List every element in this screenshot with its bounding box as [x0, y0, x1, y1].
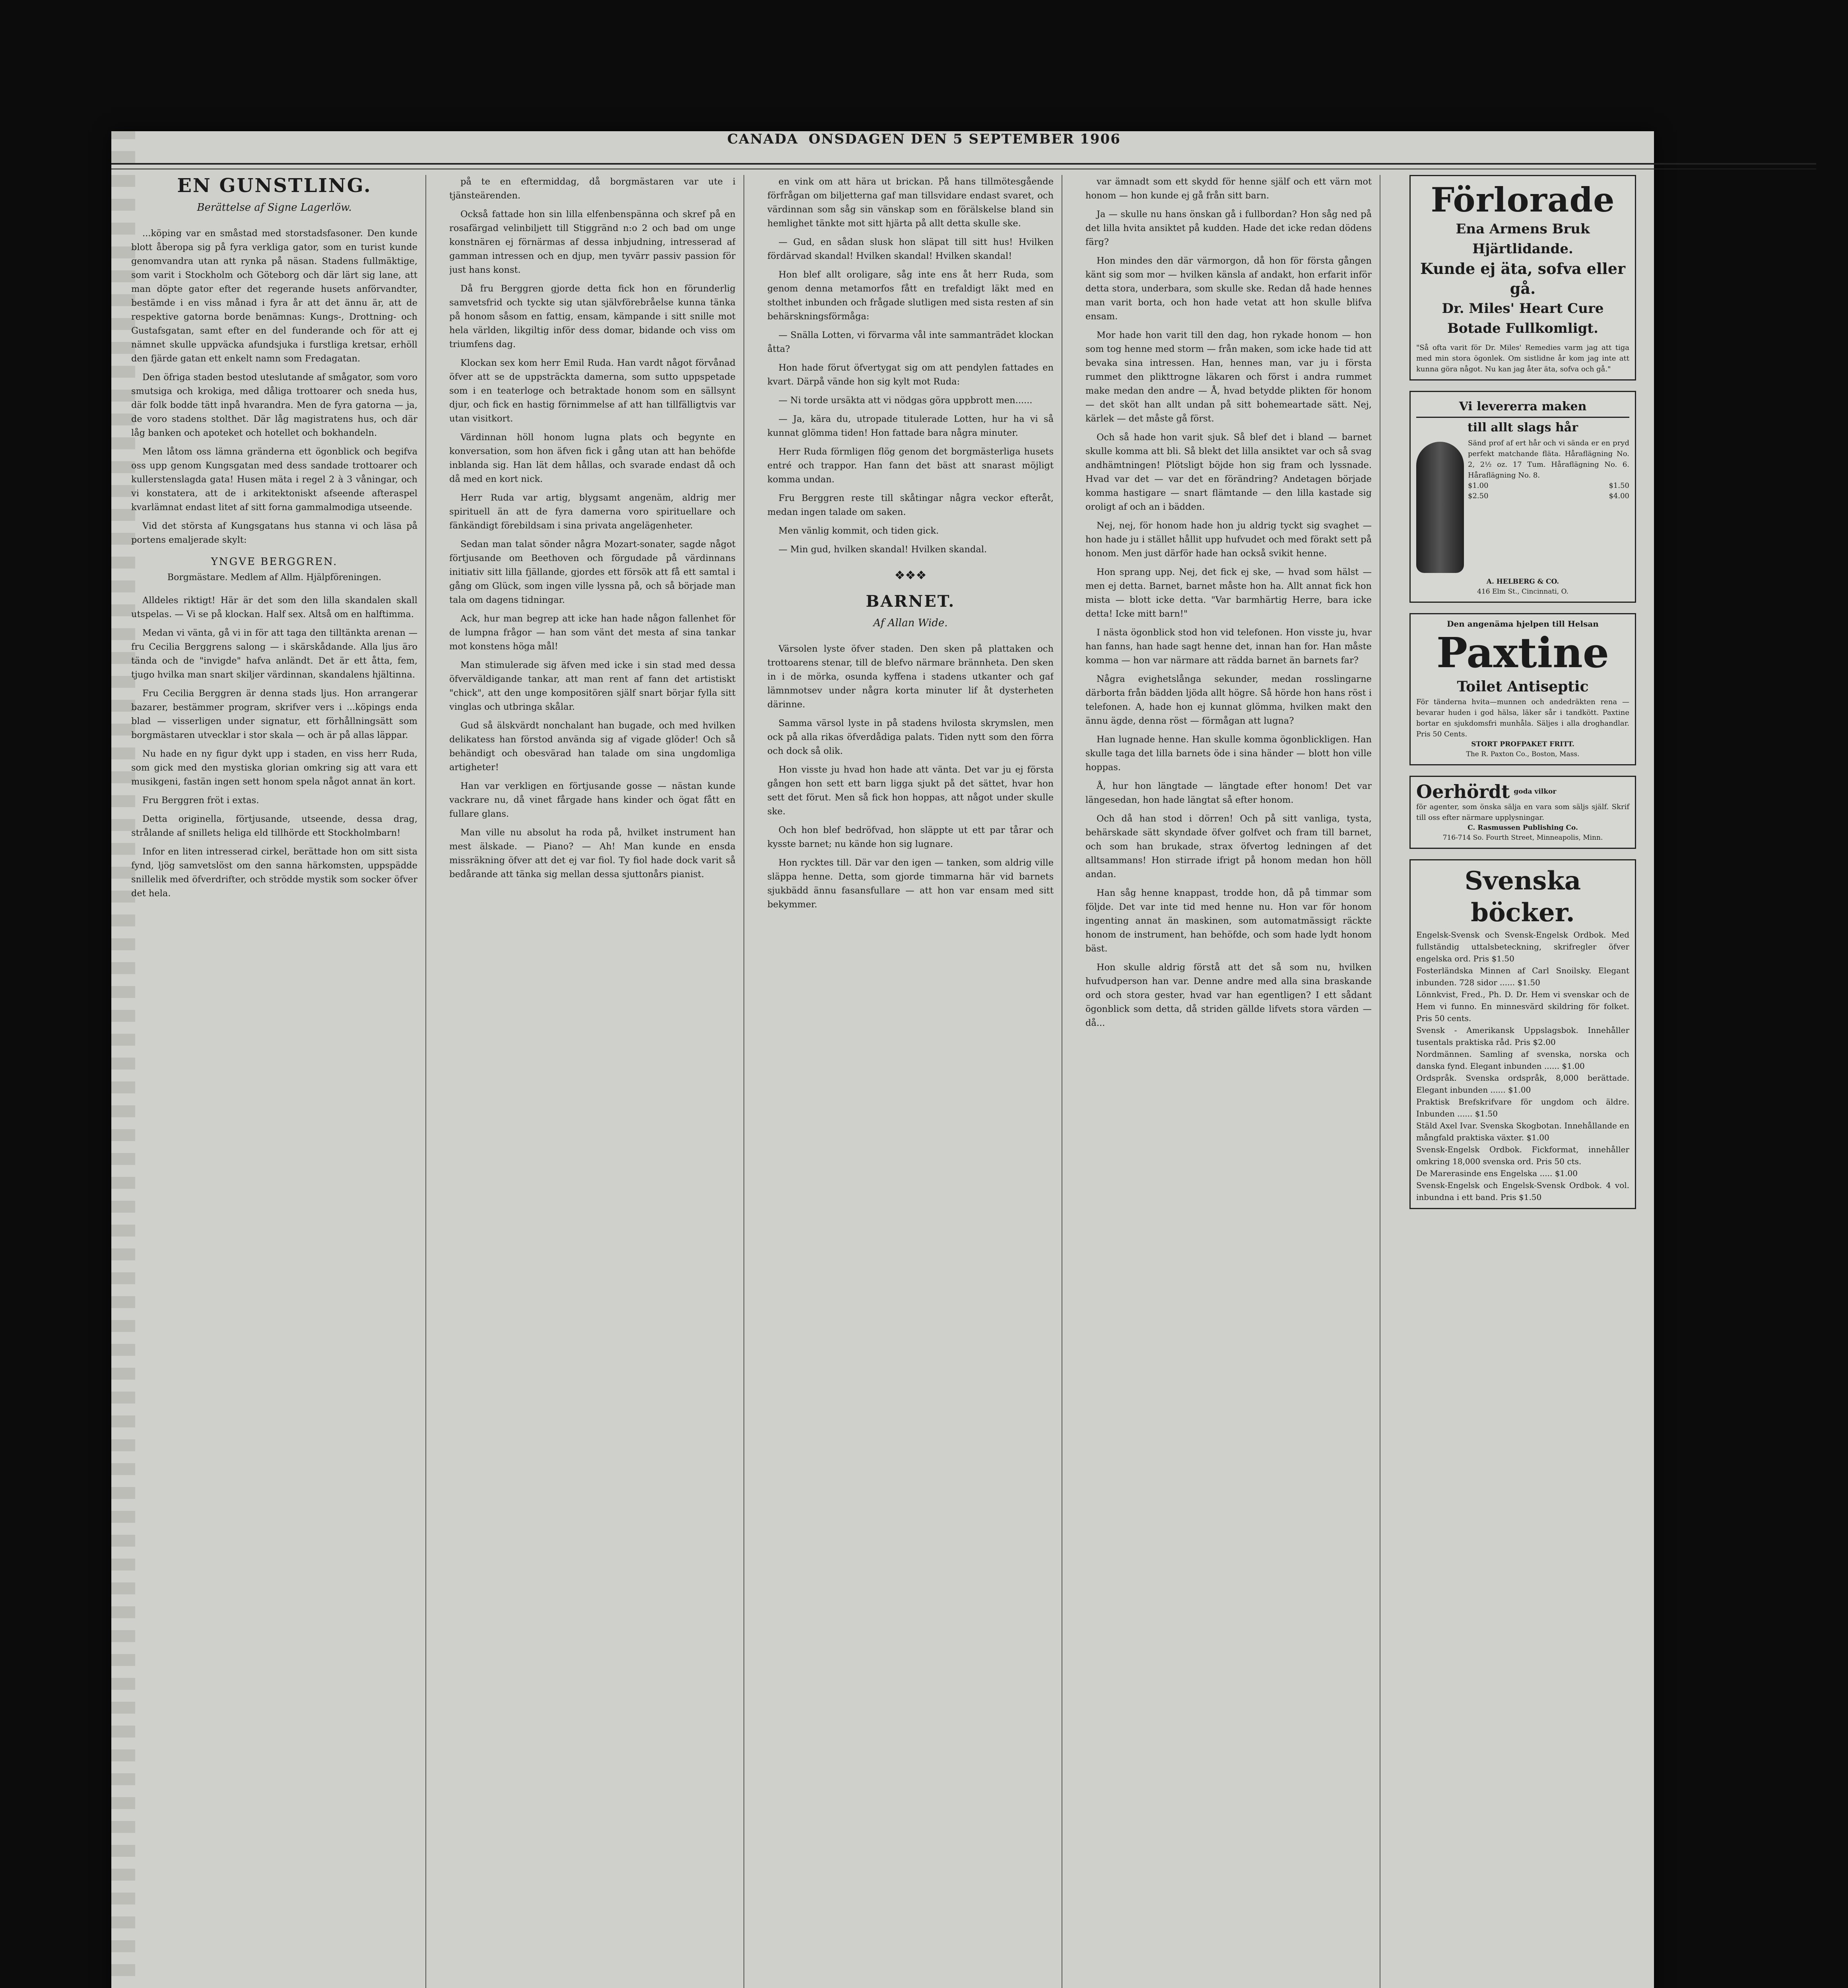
paragraph: Och då han stod i dörren! Och på sitt vanliga, tysta, behärskade sätt skyndade öfver golfvet och fram till barnet, och som han brukade, strax öfvertog ledningen af det alltsammans! Hon stirrade ifrigt på honom medan hon höll andan.: [1085, 813, 1372, 879]
paragraph: en vink om att hära ut brickan. På hans tillmötesgående förfrågan om biljetterna gaf man tillsvidare endast svaret, och värdinnan som såg sin vänskap som en förälskelse bland sin hemlighet tänkte mot sitt hjärta på allt detta skulle ske.: [767, 177, 1054, 229]
price: $4.00: [1609, 492, 1629, 500]
column-2: [449, 175, 736, 1988]
ad-svenska-bocker: [1409, 859, 1636, 1209]
paragraph: Några evighetslånga sekunder, medan rosslingarne därborta från bädden ljöda allt högre. Så hörde hon hans röst i telefonen. A, hade hon ej kunnat glömma, hvilken makt den ännu ägde, denna röst — förmågan att lugna?: [1085, 674, 1372, 726]
ad-body: För tänderna hvita—munnen och andedräkten rena — bevarar huden i god hälsa, läker sår i tandkött. Paxtine bortar en sjukdomsfri munhåla. Säljes i alla droghandlar. Pris 50 Cents.: [1416, 698, 1629, 738]
ad-tag: goda vilkor: [1514, 787, 1557, 796]
paragraph: Samma värsol lyste in på stadens hvilosta skrymslen, men ock på alla rikas öfverdådiga palats. Tiden nytt som den förra och dock så olik.: [767, 718, 1054, 756]
ornament-divider: ❖❖❖: [894, 569, 927, 582]
paragraph: Gud så älskvärdt nonchalant han bugade, och med hvilken delikatess han förstod använda sig af vigade glöder! Och så behändigt och obesvärad han talade om sina ungdomliga artigheter!: [449, 720, 736, 773]
ad-address: 716-714 So. Fourth Street, Minneapolis, Minn.: [1442, 834, 1603, 842]
paragraph: Herr Ruda var artig, blygsamt angenäm, aldrig mer spirituell än att de fyra damerna voro spirituellare och fänkändigt förebildsam i sina privata angelägenheter.: [449, 493, 736, 531]
paragraph: Hon skulle aldrig förstå att det så som nu, hvilken hufvudperson han var. Denne andre med alla sina braskande ord och stora gester, hvad var han egentligen? I ett sådant ögonblick som detta, då striden gällde lifvets stora värden — då...: [1085, 962, 1372, 1028]
paragraph: Värsolen lyste öfver staden. Den sken på plattaken och trottoarens stenar, till de blefvo närmare brännheta. Den sken in i de mörka, osunda kyffena i stadens utkanter och gaf lämnmotsev under några korta minuter lif åt dysterheten därinne.: [767, 644, 1054, 710]
hair-braid-image: [1416, 442, 1464, 573]
ad-headline: Förlorade: [1431, 180, 1615, 219]
ad-footer: STORT PROFPAKET FRITT.: [1471, 740, 1574, 748]
ad-line: Hjärtlidande.: [1472, 241, 1573, 257]
ad-subheadline: till allt slags hår: [1467, 421, 1578, 435]
paragraph: Den öfriga staden bestod uteslutande af smågator, som voro smutsiga och krokiga, med dåliga trottoarer och sneda hus, där folk bodde tätt inpå hvarandra. Men de fyra gatorna — ja, de voro stadens stolthet. Där låg magistratens hus, och där låg banken och apoteket och hotellet och bokhandeln.: [131, 372, 417, 438]
paragraph: — Ja, kära du, utropade titulerade Lotten, hur ha vi så kunnat glömma tiden! Hon fattade bara några minuter.: [767, 414, 1054, 438]
paragraph: Men låtom oss lämna gränderna ett ögonblick och begifva oss upp genom Kungsgatan med dess sandade trottoarer och kullerstenslagda gata! Husen mäta i regel 2 à 3 våningar, och vi konstatera, att de i arkitektoniskt afseende afteraspel kvarlämnat endast litet af sitt forna gammalmodiga utseende.: [131, 447, 417, 513]
story-byline: Af Allan Wide.: [873, 617, 948, 629]
price: $1.50: [1609, 481, 1629, 490]
book-item: Ordspråk. Svenska ordspråk, 8,000 berättade. Elegant inbunden ...... $1.00: [1416, 1073, 1629, 1095]
ad-subheadline: Toilet Antiseptic: [1457, 678, 1589, 695]
paragraph: Han lugnade henne. Han skulle komma ögonblickligen. Han skulle taga det lilla barnets öde i sina händer — blott hon ville hoppas.: [1085, 734, 1372, 773]
paragraph: var ämnadt som ett skydd för henne själf och ett värn mot honom — hon kunde ej gå från sitt barn.: [1085, 177, 1372, 201]
story-title: BARNET.: [866, 592, 955, 611]
book-item: Stäld Axel Ivar. Svenska Skogbotan. Innehållande en mångfald praktiska växter. $1.00: [1416, 1121, 1629, 1142]
paragraph: — Gud, en sådan slusk hon släpat till sitt hus! Hvilken fördärvad skandal! Hvilken skandal! Hvilken skandal!: [767, 237, 1054, 261]
ad-headline: Vi levererra maken: [1416, 397, 1629, 418]
column-3: [767, 175, 1054, 1988]
paragraph: Å, hur hon längtade — längtade efter honom! Det var längesedan, hon hade längtat så efter honom.: [1085, 781, 1372, 805]
ad-body: Sänd prof af ert hår och vi sända er en pryd perfekt matchande fläta. Håraflägning No. 2, 2½ oz. 17 Tum. Håraflägning No. 6. Håraflägning No. 8.: [1468, 439, 1629, 480]
paragraph: Mor hade hon varit till den dag, hon rykade honom — hon som tog henne med storm — från maken, som icke hade tid att bevaka sina intressen. Han, hennes man, var ju i första rummet den plikttrogne läkaren och först i andra rummet make medan den andre — Å, hvad betydde plikten för honom — det sköt han allt undan på sitt bohemeartade sätt. Nej, kärlek — det måste gå först.: [1085, 330, 1372, 424]
masthead-rule: [111, 163, 1816, 169]
paragraph: Infor en liten intresserad cirkel, berättade hon om sitt sista fynd, ljög samvetslöst om den sanna härkomsten, uppspädde snillelik med öfverdrifter, och strödde mystik som socker öfver det hela.: [131, 846, 417, 899]
book-item: Svensk - Amerikansk Uppslagsbok. Innehåller tusentals praktiska råd. Pris $2.00: [1416, 1025, 1629, 1047]
ad-oerhordt: [1409, 776, 1636, 849]
price: $2.50: [1468, 492, 1489, 500]
paragraph: Klockan sex kom herr Emil Ruda. Han vardt något förvånad öfver att se de uppsträckta damerna, som sutto uppspetade som i en teaterloge och betraktade honom som en sällsynt djur, och fick en hastig förnimmelse af att han tillfälligtvis var utan visitkort.: [449, 358, 736, 424]
book-item: Svensk-Engelsk Ordbok. Fickformat, innehåller omkring 18,000 svenska ord. Pris 50 cts.: [1416, 1145, 1629, 1166]
paragraph: — Min gud, hvilken skandal! Hvilken skandal.: [778, 544, 987, 555]
paragraph: Man stimulerade sig äfven med icke i sin stad med dessa öfverväldigande tankar, att man rent af fann det artistiskt "chick", att den unge kompositören själf snart börjar fylla sitt vinglas och utbringa skålar.: [449, 660, 736, 712]
book-item: Lönnkvist, Fred., Ph. D. Dr. Hem vi svenskar och de Hem vi funno. En minnesvärd skildring för folket. Pris 50 cents.: [1416, 990, 1629, 1023]
paragraph: Hon rycktes till. Där var den igen — tanken, som aldrig ville släppa henne. Detta, som gjorde timmarna här vid barnets sjukbädd ännu fasansfullare — att hon var ensam med sitt bekymmer.: [767, 858, 1054, 910]
ad-body: för agenter, som önska sälja en vara som säljs själf. Skrif till oss efter närmare upplysningar.: [1416, 803, 1629, 822]
book-item: Engelsk-Svensk och Svensk-Engelsk Ordbok. Med fullständig uttalsbeteckning, skrifregler öfver engelska ord. Pris $1.50: [1416, 930, 1629, 963]
ad-headline: Paxtine: [1436, 628, 1609, 677]
paragraph: Fru Cecilia Berggren är denna stads ljus. Hon arrangerar bazarer, bestämmer program, skrifver vers i ...köpings enda blad — visserligen under signatur, ett förhållningsätt som borgmästaren utvecklar i stor skala — och är på allas läppar.: [131, 688, 417, 740]
paragraph: Alldeles riktigt! Här är det som den lilla skandalen skall utspelas. — Vi se på klockan. Half sex. Altså om en halftimma.: [131, 595, 417, 619]
ad-company: A. HELBERG & CO.: [1486, 578, 1559, 586]
ad-body: "Så ofta varit för Dr. Miles' Remedies varm jag att tiga med min stora ögonlek. Om sistlidne år kom jag inte att kunna göra något. Nu kan jag åter äta, sofva och gå.": [1416, 344, 1629, 373]
ad-headline: Svenska böcker.: [1464, 866, 1581, 928]
paragraph: Hon sprang upp. Nej, det fick ej ske, — hvad som hälst — men ej detta. Barnet, barnet måste hon ha. Allt annat fick hon mista — blott icke detta. "Var barmhärtig Herre, bara icke detta! Icke mitt barn!": [1085, 567, 1372, 619]
ad-hair: [1409, 391, 1636, 603]
sign-name: YNGVE BERGGREN.: [211, 556, 338, 568]
advertisements-column: [1409, 175, 1636, 1988]
paragraph: Då fru Berggren gjorde detta fick hon en förunderlig samvetsfrid och tyckte sig utan självförebråelse kunna tänka på honom såsom en fattig, ensam, kämpande i sitt snille mot hela världen, likgiltig inför dess domar, bidande och viss om triumfens dag.: [449, 283, 736, 349]
paragraph: Hon blef allt oroligare, såg inte ens åt herr Ruda, som genom denna metamorfos fått en trefaldigt läkt med en stolthet inbunden och frågade slutligen med sista resten af sin behärskningsförmåga:: [767, 270, 1054, 322]
sign-note: Borgmästare. Medlem af Allm. Hjälpföreningen.: [167, 573, 382, 582]
price: $1.00: [1468, 481, 1489, 490]
paragraph: Nu hade en ny figur dykt upp i staden, en viss herr Ruda, som gick med den mystiska glorian omkring sig att vara ett musikgeni, fastän ingen sett honom spela något annat än kort.: [131, 749, 417, 787]
paragraph: Också fattade hon sin lilla elfenbenspänna och skref på en rosafärgad velinbiljett till Stiggränd n:o 2 och bad om unge konstnären ej förnärmas af dessa inbjudning, intresserad af gamman intressen och en djup, men tyvärr passiv passion för just hans konst.: [449, 209, 736, 275]
paragraph: på te en eftermiddag, då borgmästaren var ute i tjänsteärenden.: [449, 177, 736, 201]
paper-name: CANADA: [727, 131, 798, 147]
book-item: Fosterländska Minnen af Carl Snoilsky. Elegant inbunden. 728 sidor ...... $1.50: [1416, 966, 1629, 987]
column-4: [1085, 175, 1372, 1988]
paragraph: Men vänlig kommit, och tiden gick.: [778, 526, 939, 536]
paragraph: Han var verkligen en förtjusande gosse — nästan kunde vackrare nu, då vinet fårgade hans kinder och ögat fått en fullare glans.: [449, 781, 736, 819]
paragraph: — Snälla Lotten, vi förvarma vål inte sammanträdet klockan åtta?: [767, 330, 1054, 354]
ad-paxtine: [1409, 613, 1636, 765]
paragraph: Nej, nej, för honom hade hon ju aldrig tyckt sig svaghet — hon hade ju i stället hållit upp hufvudet och med förakt sett på honom. Men just därför hade han också svikit henne.: [1085, 520, 1372, 559]
book-item: Praktisk Brefskrifvare för ungdom och äldre. Inbunden ...... $1.50: [1416, 1097, 1629, 1118]
ad-intro: Den angenäma hjelpen till Helsan: [1447, 619, 1599, 629]
ad-dr-miles: [1409, 175, 1636, 381]
article-columns: [131, 175, 1403, 1988]
ad-line: Dr. Miles' Heart Cure: [1442, 301, 1604, 316]
story-byline: Berättelse af Signe Lagerlöw.: [197, 202, 352, 214]
paragraph: Fru Berggren reste till skåtingar några veckor efteråt, medan ingen talade om saken.: [767, 493, 1054, 517]
book-item: Svensk-Engelsk och Engelsk-Svensk Ordbok. 4 vol. inbundna i ett band. Pris $1.50: [1416, 1180, 1629, 1202]
paragraph: Man ville nu absolut ha roda på, hvilket instrument han mest älskade. — Piano? — Ah! Man kunde en ensda missräkning öfver att det ej var fiol. Ty fiol hade dock varit så bedårande att tänka sig mellan dessa sjuttonårs pianist.: [449, 827, 736, 879]
paragraph: Fru Berggren fröt i extas.: [142, 795, 259, 806]
ad-company: C. Rasmussen Publishing Co.: [1468, 824, 1578, 832]
book-item: Nordmännen. Samling af svenska, norska och danska fynd. Elegant inbunden ...... $1.00: [1416, 1049, 1629, 1071]
ad-line: Ena Armens Bruk: [1456, 221, 1590, 237]
issue-date: ONSDAGEN DEN 5 SEPTEMBER 1906: [808, 131, 1121, 147]
paragraph: Hon hade förut öfvertygat sig om att pendylen fattades en kvart. Därpå vände hon sig kylt mot Ruda:: [767, 363, 1054, 387]
paragraph: Vid det största af Kungsgatans hus stanna vi och läsa på portens emaljerade skylt:: [131, 521, 417, 545]
paragraph: Herr Ruda förmligen flög genom det borgmästerliga husets entré och trappor. Han fann det bäst att snarast möjligt komma undan.: [767, 447, 1054, 485]
paragraph: Hon visste ju hvad hon hade att vänta. Det var ju ej första gången hon sett ett barn ligga sjukt på det sättet, hvar hon sett det förut. Men så fick hon hoppas, att något under skulle ske.: [767, 765, 1054, 817]
paragraph: — Ni torde ursäkta att vi nödgas göra uppbrott men......: [778, 395, 1033, 406]
paragraph: Värdinnan höll honom lugna plats och begynte en konversation, som hon äfven fick i gång utan att han behöfde inblanda sig. Han lät dem hållas, och svarade endast då och då med en kort nick.: [449, 432, 736, 484]
ad-headline: Oerhördt: [1416, 781, 1510, 802]
story-title: EN GUNSTLING.: [177, 175, 372, 197]
ad-company: The R. Paxton Co., Boston, Mass.: [1466, 750, 1580, 758]
paragraph: ...köping var en småstad med storstadsfasoner. Den kunde blott åberopa sig på fyra verkliga gator, som en turist kunde genomvandra utan att rynka på näsan. Stadens fullmäktige, som varit i Stockholm och Göteborg och där lärt sig lane, att man döpte gator efter det regerande husets anförvandter, bestämde i en viss månad i fyra år att det ännu är, att de respektive gatorna borde benämnas: Kungs-, Drottning- och Gustafsgatan, samt efter en del funderande och för att ej nämnet skulle uppväcka afundsjuka i furstliga kretsar, erhöll den fjärde gatan ett enkelt namn som Fredagatan.: [131, 228, 417, 364]
ad-line: Kunde ej äta, sofva eller gå.: [1420, 260, 1626, 297]
paragraph: Och så hade hon varit sjuk. Så blef det i bland — barnet skulle komma att bli. Så blekt det lilla ansiktet var och så svag andhämtningen! Plötsligt böjde hon sig fram och lyssnade. Hvad var det — var det en förändring? Andetagen började komma hastigare — snart flämtande — den lilla kastade sig oroligt af och an i bädden.: [1085, 432, 1372, 512]
paragraph: I nästa ögonblick stod hon vid telefonen. Hon visste ju, hvar han fanns, han hade sagt henne det, innan han for. Han måste komma — hon var närmare att rädda barnet än barnets far?: [1085, 627, 1372, 666]
book-item: De Marerasinde ens Engelska ..... $1.00: [1416, 1169, 1578, 1178]
paragraph: Han såg henne knappast, trodde hon, då på timmar som följde. Det var inte tid med henne nu. Hon var för honom ingenting annat än maskinen, som automatmässigt räckte honom de instrument, han behöfde, och som hade lydt honom bäst.: [1085, 888, 1372, 954]
paragraph: Ja — skulle nu hans önskan gå i fullbordan? Hon såg ned på det lilla hvita ansiktet på kudden. Hade det icke redan dödens färg?: [1085, 209, 1372, 247]
paragraph: Ack, hur man begrep att icke han hade någon fallenhet för de lumpna frågor — han som vänt det mesta af sina tankar mot konstens höga mål!: [449, 613, 736, 652]
ad-line: Botade Fullkomligt.: [1447, 320, 1598, 336]
paragraph: Hon mindes den där värmorgon, då hon för första gången känt sig som mor — hvilken känsla af andakt, hon erfarit inför detta stora, underbara, som skulle ske. Redan då hade hennes man varit borta, och hon hade vetat att hon skulle blifva ensam.: [1085, 256, 1372, 322]
masthead: [0, 131, 1848, 147]
column-1: [131, 175, 417, 1988]
paragraph: Medan vi vänta, gå vi in för att taga den tilltänkta arenan — fru Cecilia Berggrens salong — i skärskådande. Alla ljus äro tända och de "invigde" hafva anländt. Det är ett åtta, fem, tjugo hvilka man snart skiljer värdinnan, skandalens hjältinna.: [131, 628, 417, 680]
paragraph: Och hon blef bedröfvad, hon släppte ut ett par tårar och kysste barnet; nu kände hon sig lugnare.: [767, 825, 1054, 849]
ad-address: 416 Elm St., Cincinnati, O.: [1477, 588, 1568, 596]
paragraph: Sedan man talat sönder några Mozart-sonater, sagde något förtjusande om Beethoven och förgudade på värdinnans initiativ sitt lilla fjällande, gjordes ett försök att få ett samtal i gång om Glück, som ingen ville lyssna på, och så började man tala om dagens tidningar.: [449, 539, 736, 605]
paragraph: Detta originella, förtjusande, utseende, dessa drag, strålande af snillets heliga eld tillhörde ett Stockholmbarn!: [131, 814, 417, 838]
